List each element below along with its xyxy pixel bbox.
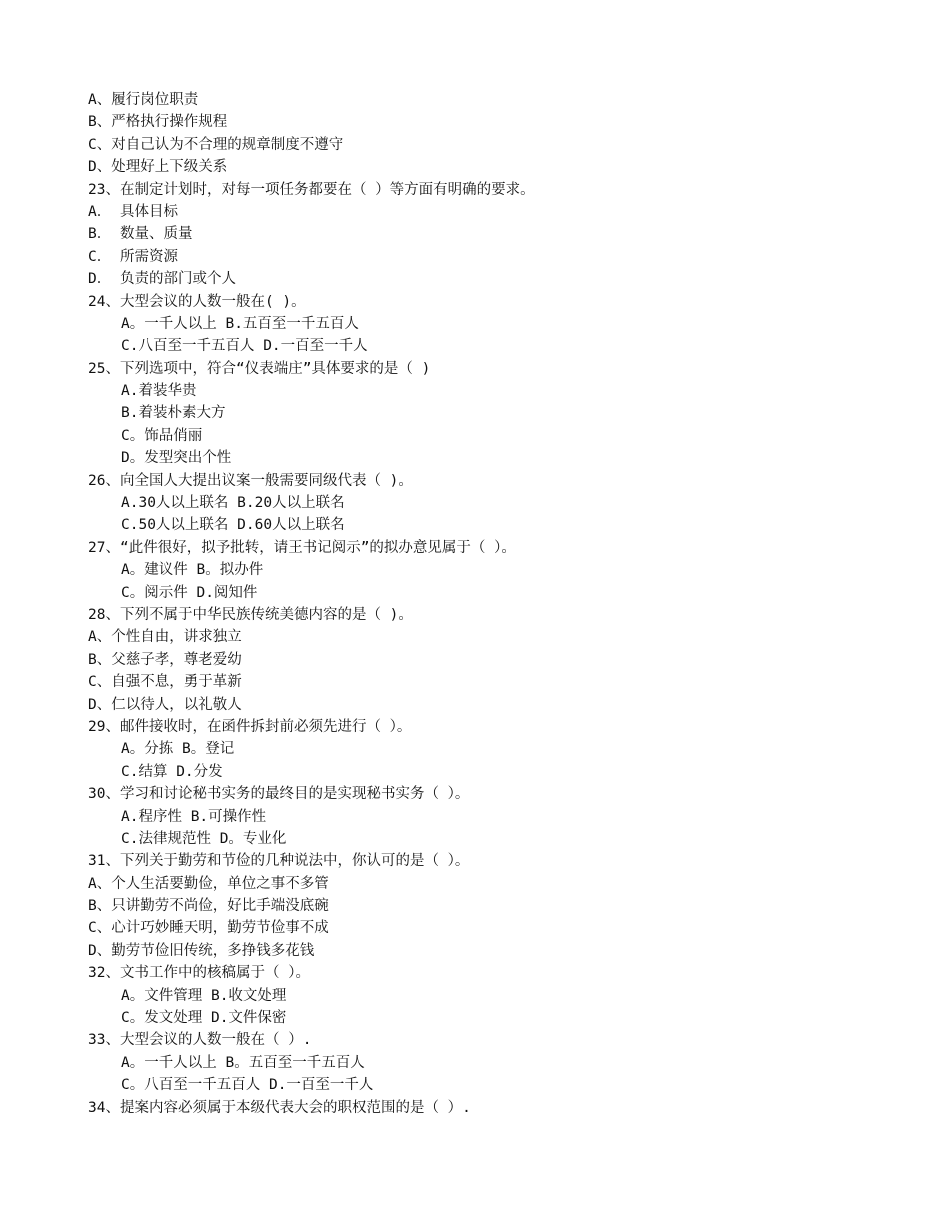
answer-option-line: B、只讲勤劳不尚俭，好比手端没底碗 <box>88 898 329 915</box>
answer-option-line: C、心计巧妙睡天明，勤劳节俭事不成 <box>88 920 329 937</box>
answer-option-line: D。发型突出个性 <box>121 450 232 467</box>
question-line: 33、大型会议的人数一般在（ ）. <box>88 1032 312 1049</box>
question-line: 31、下列关于勤劳和节俭的几种说法中，你认可的是（ ）。 <box>88 853 470 870</box>
answer-option-line: C、自强不息，勇于革新 <box>88 674 242 691</box>
answer-option-line: A.程序性 B.可操作性 <box>121 808 267 825</box>
answer-option-line: D、勤劳节俭旧传统，多挣钱多花钱 <box>88 942 315 959</box>
answer-option-line: A。分拣 B。登记 <box>121 741 235 758</box>
answer-option-line: A、个性自由，讲求独立 <box>88 629 242 646</box>
question-line: 25、下列选项中，符合“仪表端庄”具体要求的是（ ) <box>88 360 431 377</box>
question-line: 24、大型会议的人数一般在( )。 <box>88 293 306 310</box>
answer-option-line: C。饰品俏丽 <box>121 427 203 444</box>
answer-option-line: A.30人以上联名 B.20人以上联名 <box>121 495 345 512</box>
answer-option-line: B． 数量、质量 <box>88 226 193 243</box>
answer-option-line: C。发文处理 D.文件保密 <box>121 1010 287 1027</box>
answer-option-line: B、严格执行操作规程 <box>88 114 228 131</box>
answer-option-line: A、履行岗位职责 <box>88 92 199 108</box>
answer-option-line: A。一千人以上 B。五百至一千五百人 <box>121 1054 365 1071</box>
document-content <box>88 89 888 1119</box>
question-line: 32、文书工作中的核稿属于（ ）。 <box>88 965 310 982</box>
answer-option-line: C。八百至一千五百人 D.一百至一千人 <box>121 1077 374 1094</box>
answer-option-line: C.八百至一千五百人 D.一百至一千人 <box>121 338 368 355</box>
question-line: 23、在制定计划时，对每一项任务都要在（ ）等方面有明确的要求。 <box>88 181 535 198</box>
answer-option-line: A。文件管理 B.收文处理 <box>121 987 287 1004</box>
answer-option-line: A． 具体目标 <box>88 203 178 220</box>
answer-option-line: B、父慈子孝，尊老爱幼 <box>88 651 242 668</box>
question-line: 30、学习和讨论秘书实务的最终目的是实现秘书实务（ ）。 <box>88 786 470 803</box>
question-line: 29、邮件接收时，在函件拆封前必须先进行（ ）。 <box>88 718 412 735</box>
question-line: 28、下列不属于中华民族传统美德内容的是（ )。 <box>88 606 413 623</box>
question-line: 34、提案内容必须属于本级代表大会的职权范围的是（ ）. <box>88 1099 471 1116</box>
answer-option-line: C。阅示件 D.阅知件 <box>121 584 258 601</box>
answer-option-line: C.50人以上联名 D.60人以上联名 <box>121 517 345 534</box>
answer-option-line: A.着装华贵 <box>121 383 197 400</box>
answer-option-line: D． 负责的部门或个人 <box>88 271 236 288</box>
answer-option-line: C． 所需资源 <box>88 248 178 265</box>
answer-option-line: B.着装朴素大方 <box>121 405 226 422</box>
answer-option-line: C、对自己认为不合理的规章制度不遵守 <box>88 136 344 153</box>
answer-option-line: A。建议件 B。拟办件 <box>121 562 264 579</box>
answer-option-line: D、仁以待人，以礼敬人 <box>88 696 242 713</box>
question-line: 27、“此件很好，拟予批转，请王书记阅示”的拟办意见属于（ ）。 <box>88 539 516 556</box>
answer-option-line: C.法律规范性 D。专业化 <box>121 830 287 847</box>
answer-option-line: D、处理好上下级关系 <box>88 159 228 176</box>
answer-option-line: A。一千人以上 B.五百至一千五百人 <box>121 315 359 332</box>
answer-option-line: A、个人生活要勤俭，单位之事不多管 <box>88 875 329 892</box>
answer-option-line: C.结算 D.分发 <box>121 763 223 780</box>
question-line: 26、向全国人大提出议案一般需要同级代表（ )。 <box>88 472 413 489</box>
